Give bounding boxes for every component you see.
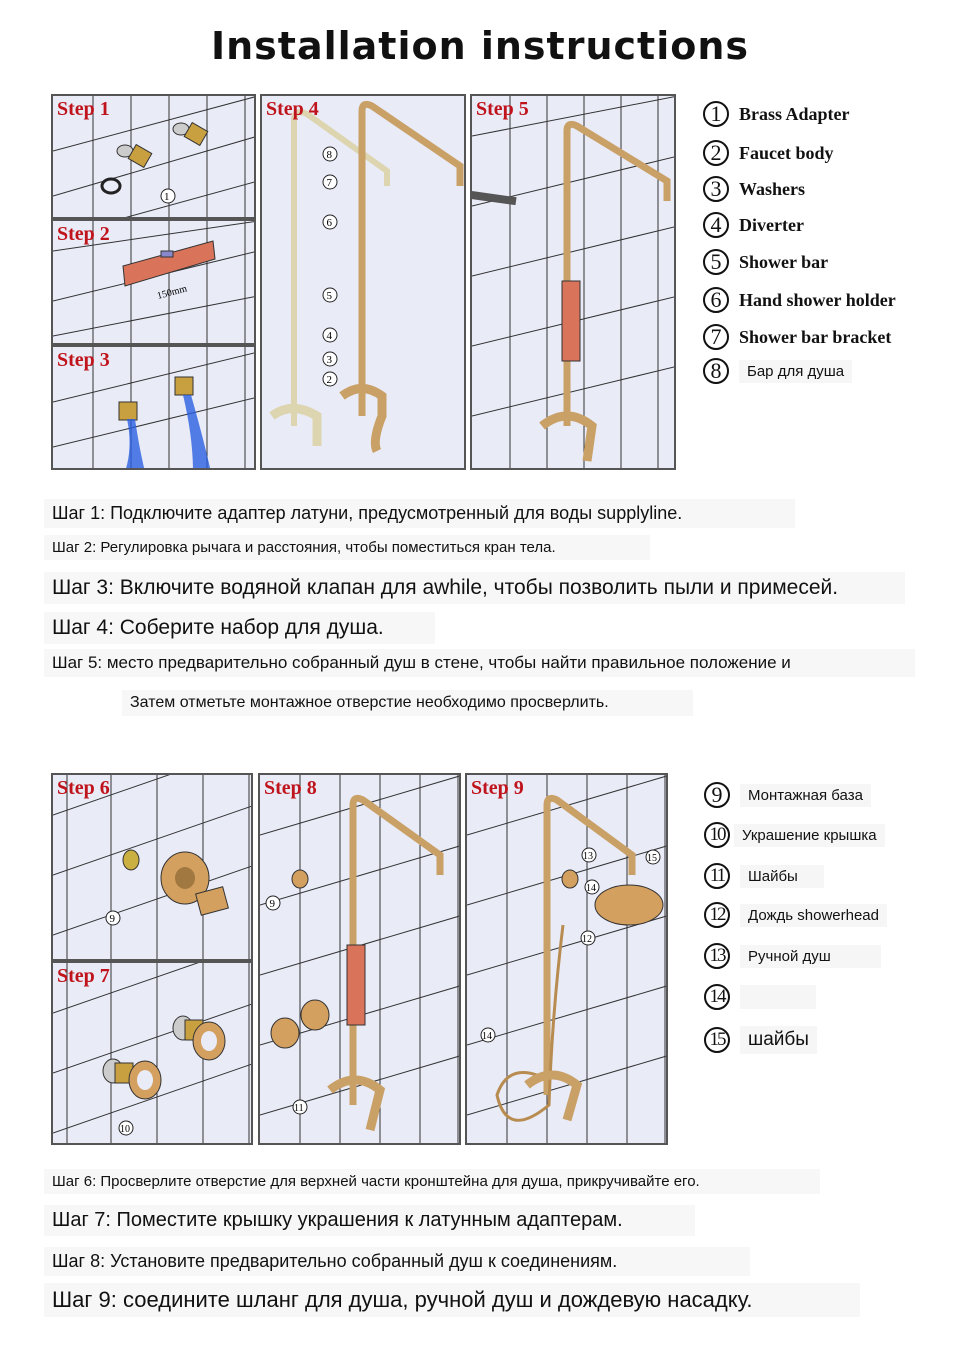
- svg-text:4: 4: [326, 330, 332, 342]
- legend-item: [704, 902, 887, 928]
- svg-text:6: 6: [326, 217, 332, 229]
- legend-item: [703, 140, 834, 166]
- instruction-step-5: Шаг 5: место предварительно собранный душ в стене, чтобы найти правильное положение и: [44, 649, 915, 677]
- panel-step-6: [51, 773, 253, 961]
- callout-number: 13: [704, 943, 730, 969]
- callout-number: 14: [704, 984, 730, 1010]
- step-label: Step 5: [476, 98, 529, 120]
- positioning-diagram: [472, 96, 676, 470]
- instruction-step-8: Шаг 8: Установите предварительно собранный душ к соединениям.: [44, 1247, 750, 1276]
- legend-item: [703, 212, 804, 238]
- step-label: Step 4: [266, 98, 319, 120]
- svg-text:7: 7: [326, 177, 332, 189]
- svg-text:5: 5: [326, 290, 332, 302]
- legend-item: [703, 249, 828, 275]
- legend-label: Brass Adapter: [739, 103, 850, 124]
- svg-text:12: 12: [582, 934, 592, 945]
- callout-number: 12: [704, 902, 730, 928]
- callout-number: 6: [703, 287, 729, 313]
- step-label: Step 9: [471, 777, 524, 799]
- measurement-label: 150mm: [155, 283, 189, 302]
- instruction-step-1: Шаг 1: Подключите адаптер латуни, предусмотренный для воды supplyline.: [44, 499, 795, 528]
- panel-step-8: [258, 773, 461, 1145]
- legend-label: Ручной душ: [740, 945, 881, 968]
- legend-item: [704, 1026, 817, 1054]
- legend-item: [704, 984, 816, 1010]
- panel-step-7: [51, 961, 253, 1145]
- legend-label: Shower bar: [739, 251, 829, 272]
- panel-step-1: [51, 94, 256, 219]
- legend-label: Монтажная база: [740, 784, 871, 807]
- svg-text:9: 9: [109, 913, 115, 925]
- step-label: Step 3: [57, 349, 110, 371]
- instruction-step-7: Шаг 7: Поместите крышку украшения к латунным адаптерам.: [44, 1205, 695, 1236]
- exploded-shower-diagram: [262, 96, 466, 470]
- legend-item: [704, 822, 885, 848]
- step-label: Step 6: [57, 777, 110, 799]
- legend-item: [704, 863, 824, 889]
- decorative-cover-illustration: [53, 963, 253, 1145]
- svg-text:1: 1: [164, 191, 170, 203]
- panel-step-9: [465, 773, 668, 1145]
- instruction-step-6: Шаг 6: Просверлите отверстие для верхней части кронштейна для душа, прикручивайте его.: [44, 1169, 820, 1194]
- step-label: Step 2: [57, 223, 110, 245]
- legend-label: Hand shower holder: [739, 289, 896, 310]
- instruction-step-9: Шаг 9: соедините шланг для душа, ручной душ и дождевую насадку.: [44, 1283, 860, 1317]
- legend-item: [703, 176, 805, 202]
- mounting-base-illustration: [53, 775, 253, 961]
- legend-label: Дождь showerhead: [740, 904, 887, 927]
- legend-label: Washers: [739, 178, 806, 199]
- legend-label: шайбы: [740, 1026, 817, 1054]
- svg-text:14: 14: [482, 1031, 492, 1042]
- step-label: Step 1: [57, 98, 110, 120]
- callout-number: 11: [704, 863, 730, 889]
- callout-number: 3: [703, 176, 729, 202]
- svg-text:13: 13: [583, 851, 593, 862]
- legend-label: Shower bar bracket: [739, 326, 892, 347]
- instruction-step-4: Шаг 4: Соберите набор для душа.: [44, 612, 435, 644]
- svg-text:9: 9: [269, 898, 275, 910]
- svg-text:14: 14: [586, 883, 596, 894]
- callout-number: 7: [703, 324, 729, 350]
- callout-number: 5: [703, 249, 729, 275]
- install-assembly-diagram: [260, 775, 461, 1145]
- callout-number: 4: [703, 212, 729, 238]
- legend-item: [703, 101, 850, 127]
- svg-text:10: 10: [120, 1124, 130, 1135]
- legend-label: Diverter: [739, 214, 804, 235]
- legend-item: [704, 782, 871, 808]
- legend-item: [704, 943, 881, 969]
- legend-item: [703, 287, 896, 313]
- svg-text:2: 2: [326, 374, 332, 386]
- step-label: Step 7: [57, 965, 110, 987]
- panel-step-5: [470, 94, 676, 470]
- callout-number: 15: [704, 1027, 730, 1053]
- legend-label: Шайбы: [740, 865, 824, 888]
- instruction-step-2: Шаг 2: Регулировка рычага и расстояния, чтобы поместиться кран тела.: [44, 535, 650, 560]
- page-title: Installation instructions: [210, 24, 750, 68]
- instruction-step-3: Шаг 3: Включите водяной клапан для awhile, чтобы позволить пыли и примесей.: [44, 572, 905, 604]
- step-label: Step 8: [264, 777, 317, 799]
- svg-text:11: 11: [294, 1103, 304, 1114]
- final-connection-diagram: [467, 775, 668, 1145]
- legend-label: Бар для душа: [739, 360, 852, 383]
- legend-item: [703, 358, 852, 384]
- legend-label: Faucet body: [739, 142, 834, 163]
- panel-step-4: [260, 94, 466, 470]
- panel-step-3: [51, 345, 256, 470]
- callout-number: 1: [703, 101, 729, 127]
- legend-label: Украшение крышка: [734, 824, 885, 847]
- svg-text:8: 8: [326, 149, 332, 161]
- instruction-step-5-continued: Затем отметьте монтажное отверстие необходимо просверлить.: [122, 690, 693, 716]
- callout-number: 8: [703, 358, 729, 384]
- callout-number: 9: [704, 782, 730, 808]
- panel-step-2: [51, 219, 256, 345]
- svg-text:3: 3: [326, 354, 332, 366]
- legend-label: [740, 985, 816, 1009]
- svg-text:15: 15: [647, 853, 657, 864]
- callout-number: 2: [703, 140, 729, 166]
- legend-item: [703, 324, 891, 350]
- callout-number: 10: [704, 822, 730, 848]
